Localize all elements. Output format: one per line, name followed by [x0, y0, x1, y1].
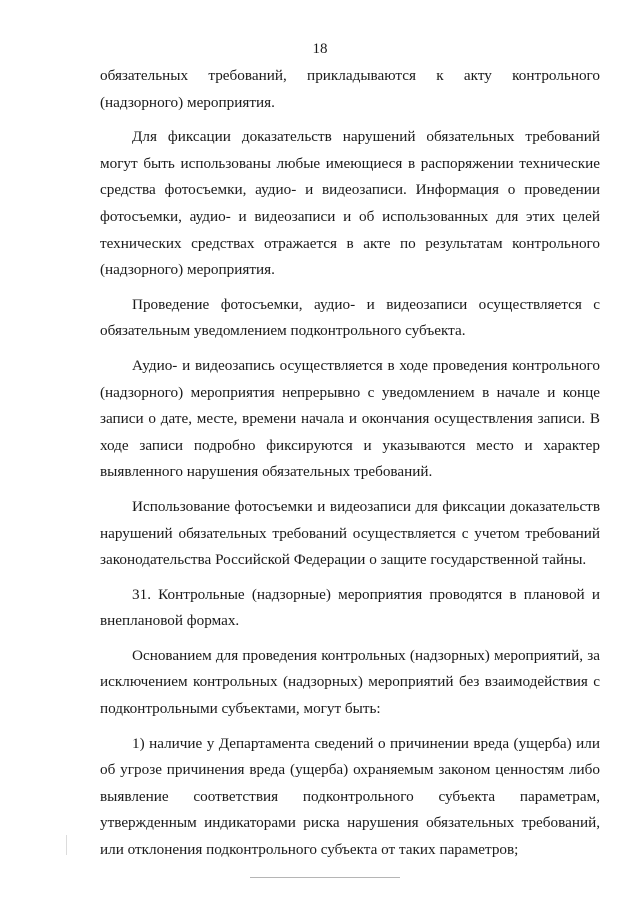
page-number: 18	[312, 41, 328, 57]
paragraph-state-secret: Использование фотосъемки и видеозаписи для фиксации доказательств нарушений обязательных требований осуществляется с учетом требований законодательства Российской Федерации о защите государственной тайны.	[100, 497, 600, 569]
footer-rule	[250, 877, 400, 878]
paragraph-item-31: 31. Контрольные (надзорные) мероприятия проводятся в плановой и внеплановой формах.	[100, 585, 600, 630]
paragraph-subitem-1: 1) наличие у Департамента сведений о причинении вреда (ущерба) или об угрозе причинения вреда (ущерба) охраняемым законом ценностям либо выявление соответствия подконтрольного субъекта параметрам, утвержденным индикаторами риска нарушения обязательных требований, или отклонения подконтрольного субъекта от таких параметров;	[100, 734, 600, 859]
paragraph-continuation: обязательных требований, прикладываются к акту контрольного (надзорного) мероприятия.	[100, 67, 600, 111]
paragraph-grounds: Основанием для проведения контрольных (надзорных) мероприятий, за исключением контрольных (надзорных) мероприятий без взаимодействия с подконтрольными субъектами, могут быть:	[100, 646, 600, 718]
document-body	[100, 63, 600, 864]
paragraph-evidence-fixation: Для фиксации доказательств нарушений обязательных требований могут быть использованы любые имеющиеся в распоряжении технические средства фотосъемки, аудио- и видеозаписи. Информация о проведении фотосъемки, аудио- и видеозаписи и об использованных для этих целей технических средствах отражается в акте по результатам контрольного (надзорного) мероприятия.	[100, 128, 600, 279]
paragraph-notification: Проведение фотосъемки, аудио- и видеозаписи осуществляется с обязательным уведомлением подконтрольного субъекта.	[100, 295, 600, 340]
scan-artifact	[66, 835, 67, 855]
paragraph-recording: Аудио- и видеозапись осуществляется в ходе проведения контрольного (надзорного) мероприятия непрерывно с уведомлением в начале и конце записи о дате, месте, времени начала и окончания осуществления записи. В ходе записи подробно фиксируются и указываются место и характер выявленного нарушения обязательных требований.	[100, 356, 600, 481]
